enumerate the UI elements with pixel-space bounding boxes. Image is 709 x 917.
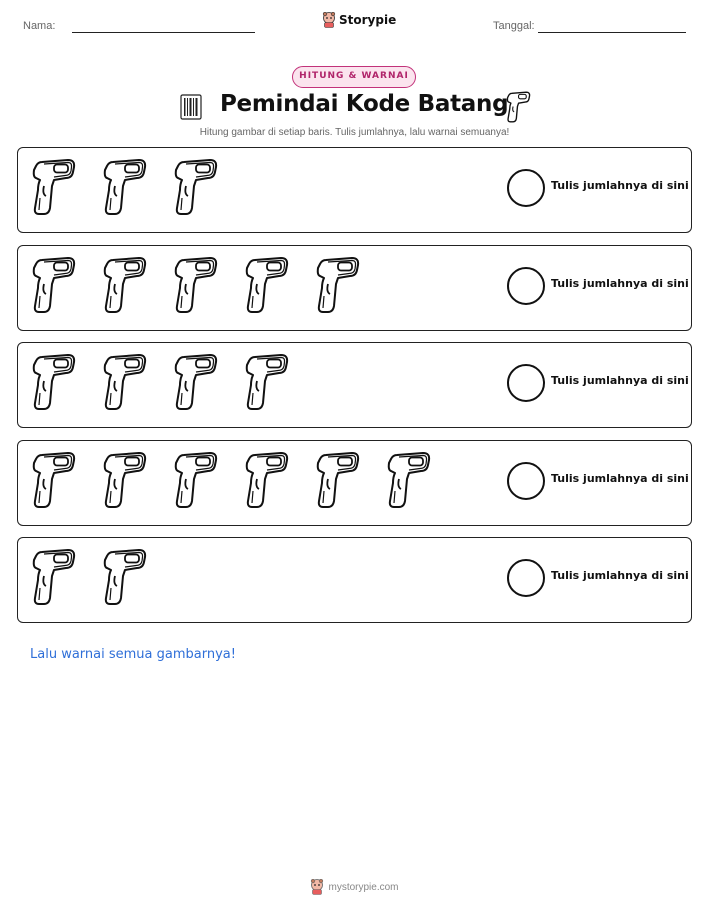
footer-note: Lalu warnai semua gambarnya! — [30, 647, 236, 662]
barcode-scanner-icon[interactable] — [28, 546, 78, 608]
answer-label: Tulis jumlahnya di sini — [551, 277, 689, 290]
counting-row — [17, 147, 692, 233]
barcode-scanner-icon[interactable] — [241, 449, 291, 511]
barcode-scanner-icon[interactable] — [170, 449, 220, 511]
storypie-mascot-icon — [310, 879, 324, 895]
barcode-scanner-icon[interactable] — [241, 254, 291, 316]
title-row — [0, 88, 709, 128]
footer-site: mystorypie.com — [328, 881, 399, 893]
barcode-scanner-icon[interactable] — [99, 546, 149, 608]
answer-label: Tulis jumlahnya di sini — [551, 374, 689, 387]
barcode-icon — [180, 94, 202, 120]
answer-label: Tulis jumlahnya di sini — [551, 179, 689, 192]
storypie-mascot-icon — [322, 12, 336, 28]
name-label: Nama: — [23, 20, 56, 32]
barcode-scanner-icon[interactable] — [99, 449, 149, 511]
instructions: Hitung gambar di setiap baris. Tulis jumlahnya, lalu warnai semuanya! — [199, 127, 510, 138]
page-title: Pemindai Kode Batang — [220, 91, 509, 117]
barcode-scanner-icon[interactable] — [99, 156, 149, 218]
answer-circle[interactable] — [507, 364, 545, 402]
barcode-scanner-icon[interactable] — [28, 351, 78, 413]
barcode-scanner-icon[interactable] — [241, 351, 291, 413]
counting-row — [17, 342, 692, 428]
barcode-scanner-icon[interactable] — [312, 254, 362, 316]
answer-circle[interactable] — [507, 462, 545, 500]
name-field-line[interactable] — [72, 32, 255, 33]
barcode-scanner-icon[interactable] — [28, 449, 78, 511]
barcode-scanner-icon[interactable] — [312, 449, 362, 511]
date-field-line[interactable] — [538, 32, 686, 33]
counting-row — [17, 440, 692, 526]
brand — [322, 12, 396, 28]
barcode-scanner-icon[interactable] — [170, 351, 220, 413]
answer-circle[interactable] — [507, 267, 545, 305]
barcode-scanner-icon[interactable] — [170, 156, 220, 218]
category-badge: HITUNG & WARNAI — [292, 66, 416, 88]
answer-label: Tulis jumlahnya di sini — [551, 472, 689, 485]
footer — [0, 879, 709, 895]
answer-circle[interactable] — [507, 559, 545, 597]
barcode-scanner-icon[interactable] — [99, 254, 149, 316]
barcode-scanner-icon[interactable] — [383, 449, 433, 511]
counting-row — [17, 245, 692, 331]
date-label: Tanggal: — [493, 20, 535, 32]
counting-row — [17, 537, 692, 623]
barcode-scanner-icon — [504, 90, 532, 124]
barcode-scanner-icon[interactable] — [170, 254, 220, 316]
barcode-scanner-icon[interactable] — [28, 156, 78, 218]
barcode-scanner-icon[interactable] — [99, 351, 149, 413]
answer-label: Tulis jumlahnya di sini — [551, 569, 689, 582]
brand-name: Storypie — [339, 13, 397, 27]
barcode-scanner-icon[interactable] — [28, 254, 78, 316]
answer-circle[interactable] — [507, 169, 545, 207]
